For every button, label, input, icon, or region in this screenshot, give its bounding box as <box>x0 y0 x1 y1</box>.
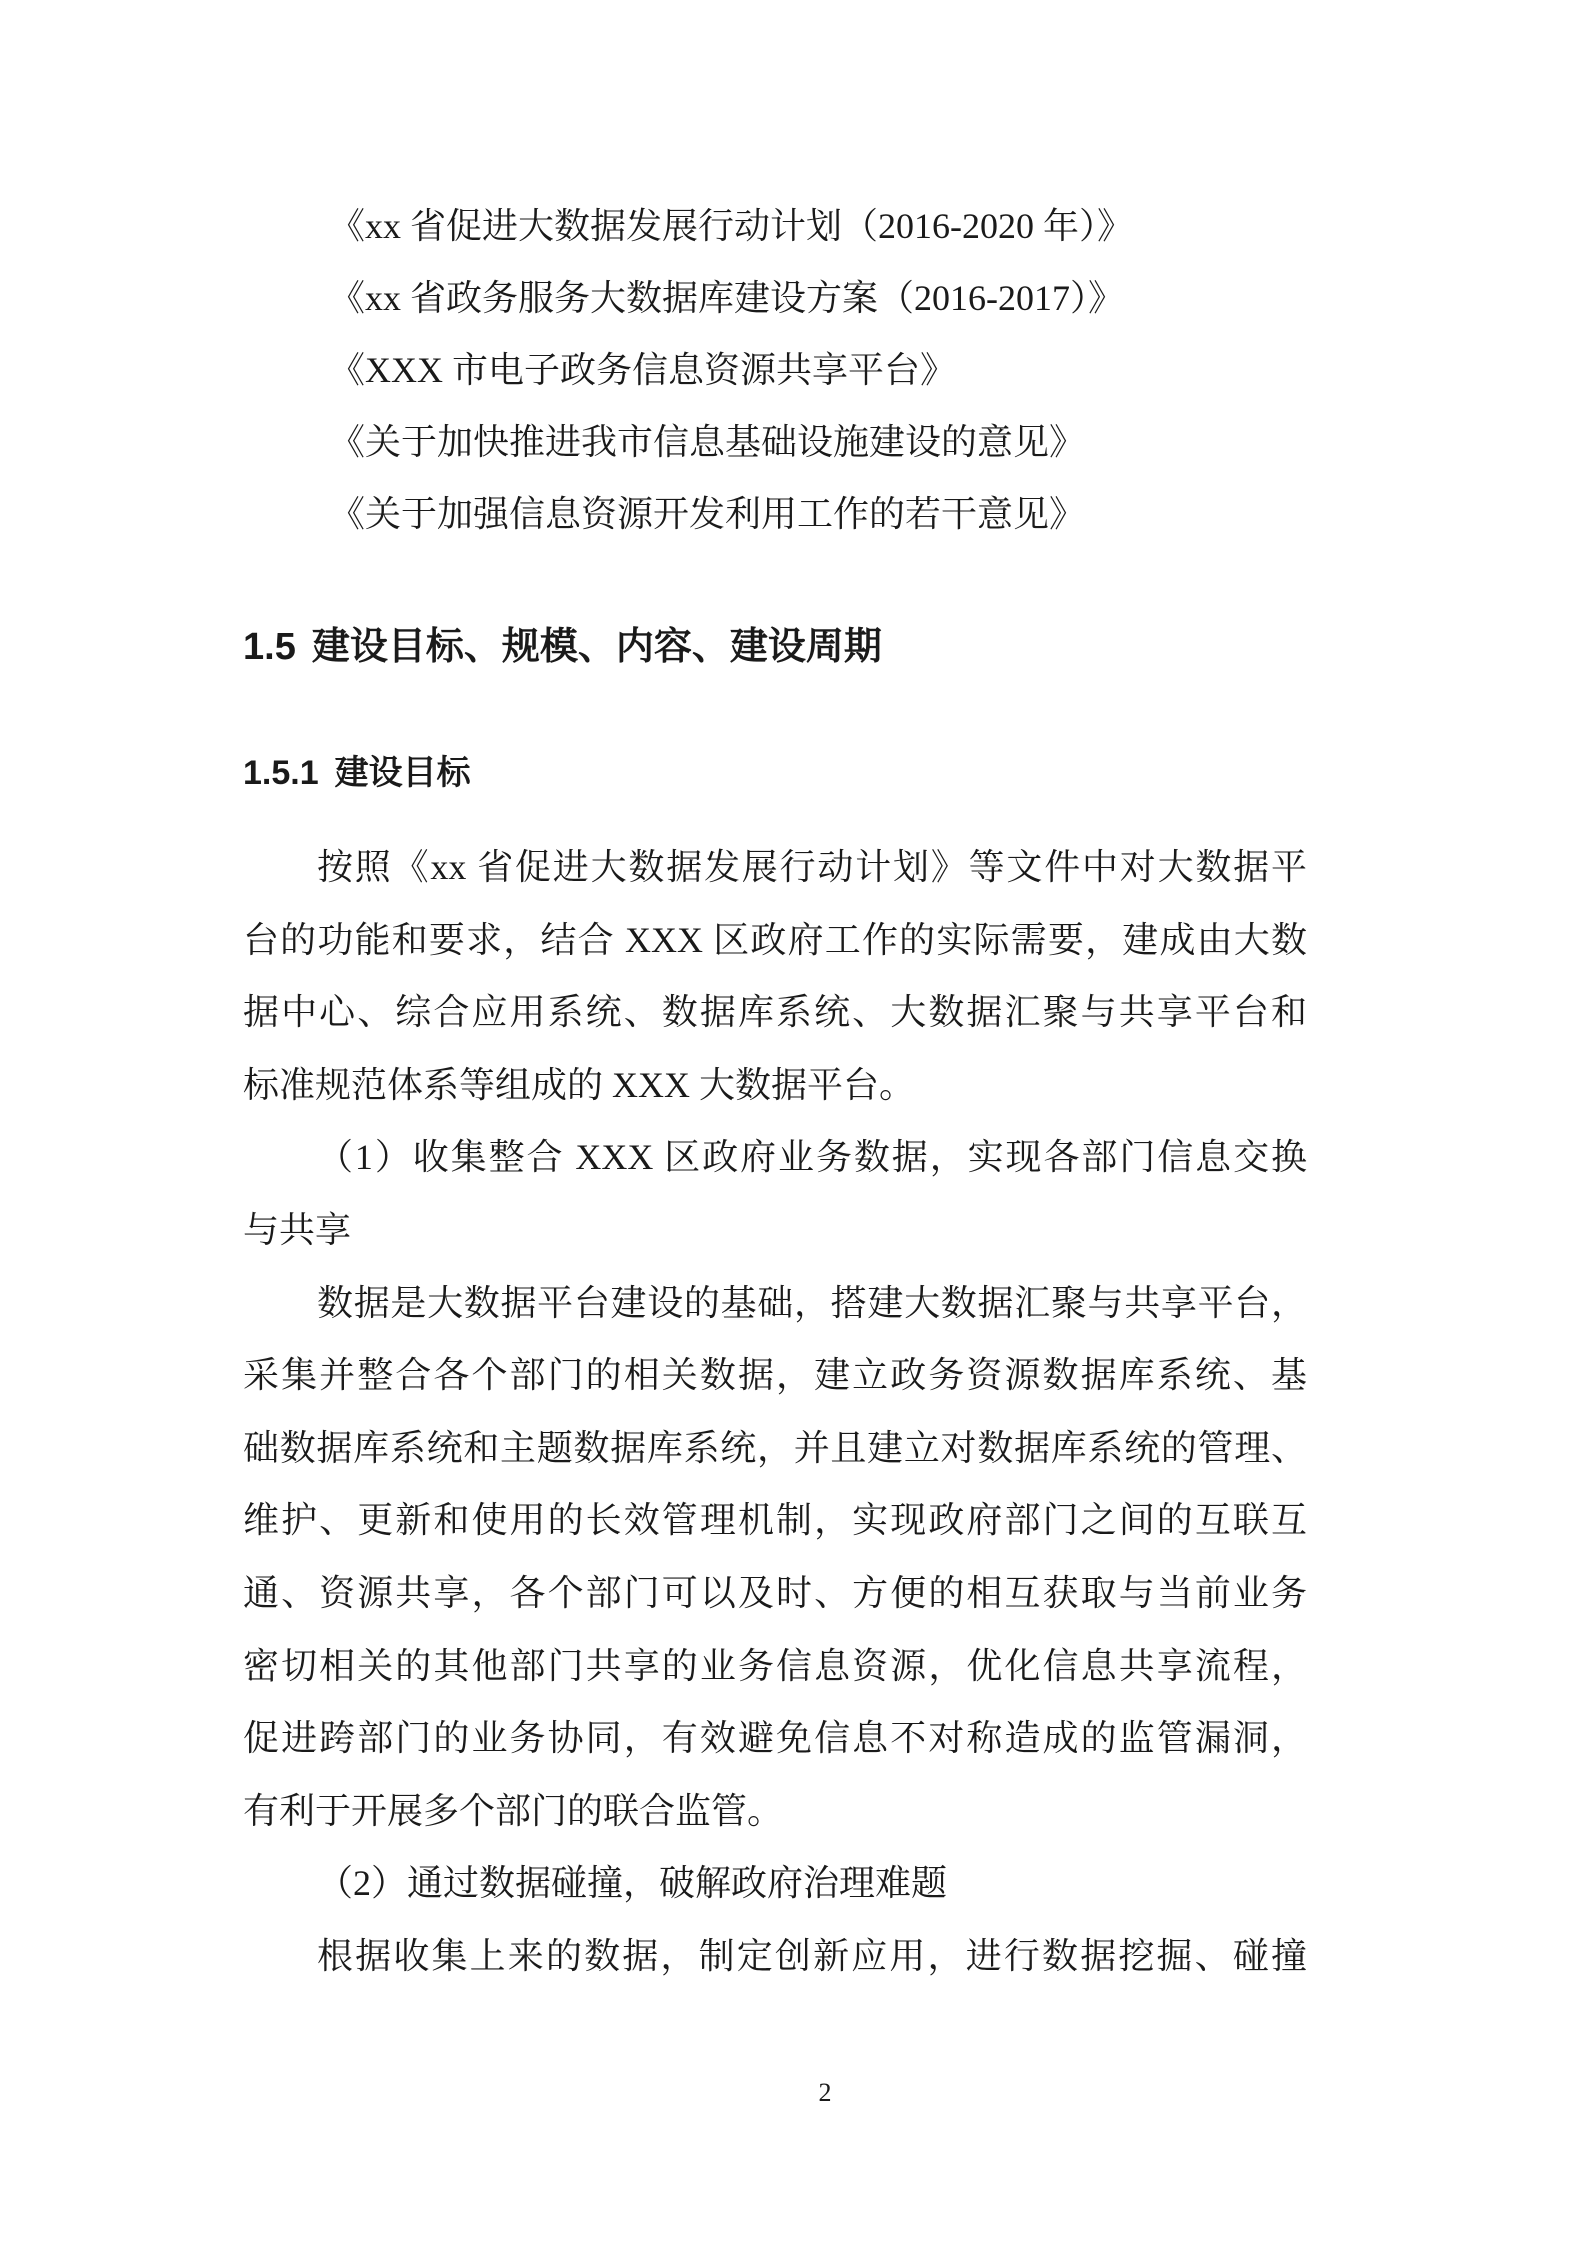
reference-item: 《xx 省促进大数据发展行动计划（2016-2020 年）》 <box>329 206 1133 246</box>
body-line: 据中心、综合应用系统、数据库系统、大数据汇聚与共享平台和 <box>243 992 1307 1033</box>
page-number: 2 <box>818 2078 832 2107</box>
section-title: 建设目标、规模、内容、建设周期 <box>311 626 882 668</box>
reference-item: 《xx 省政务服务大数据库建设方案（2016-2017）》 <box>329 278 1124 318</box>
body-line: 通、资源共享，各个部门可以及时、方便的相互获取与当前业务 <box>243 1572 1307 1613</box>
body-text <box>243 831 1307 1993</box>
reference-item: 《关于加强信息资源开发利用工作的若干意见》 <box>329 494 1086 534</box>
subsection-heading <box>243 750 471 796</box>
body-line: 采集并整合各个部门的相关数据，建立政务资源数据库系统、基 <box>243 1355 1307 1396</box>
body-line: 有利于开展多个部门的联合监管。 <box>243 1790 784 1831</box>
body-line: 础数据库系统和主题数据库系统，并且建立对数据库系统的管理、 <box>243 1427 1307 1468</box>
reference-list <box>329 190 1133 550</box>
section-number: 1.5 <box>243 626 296 668</box>
reference-item: 《XXX 市电子政务信息资源共享平台》 <box>329 350 956 390</box>
item-heading-line: （2）通过数据碰撞，破解政府治理难题 <box>317 1863 948 1904</box>
body-line: 标准规范体系等组成的 XXX 大数据平台。 <box>243 1064 915 1105</box>
item-heading-line: 与共享 <box>243 1209 352 1250</box>
body-line: 数据是大数据平台建设的基础，搭建大数据汇聚与共享平台， <box>317 1282 1307 1323</box>
body-line: 维护、更新和使用的长效管理机制，实现政府部门之间的互联互 <box>243 1500 1307 1541</box>
subsection-title: 建设目标 <box>334 754 471 792</box>
body-line: 促进跨部门的业务协同，有效避免信息不对称造成的监管漏洞， <box>243 1718 1307 1759</box>
body-line: 密切相关的其他部门共享的业务信息资源，优化信息共享流程， <box>243 1645 1307 1686</box>
body-line: 根据收集上来的数据，制定创新应用，进行数据挖掘、碰撞 <box>317 1935 1307 1976</box>
section-heading <box>243 622 882 672</box>
body-line: 台的功能和要求，结合 XXX 区政府工作的实际需要，建成由大数 <box>243 919 1307 960</box>
item-heading-line: （1）收集整合 XXX 区政府业务数据，实现各部门信息交换 <box>317 1137 1307 1178</box>
body-line: 按照《xx 省促进大数据发展行动计划》等文件中对大数据平 <box>317 847 1307 887</box>
reference-item: 《关于加快推进我市信息基础设施建设的意见》 <box>329 422 1086 462</box>
subsection-number: 1.5.1 <box>243 754 319 792</box>
